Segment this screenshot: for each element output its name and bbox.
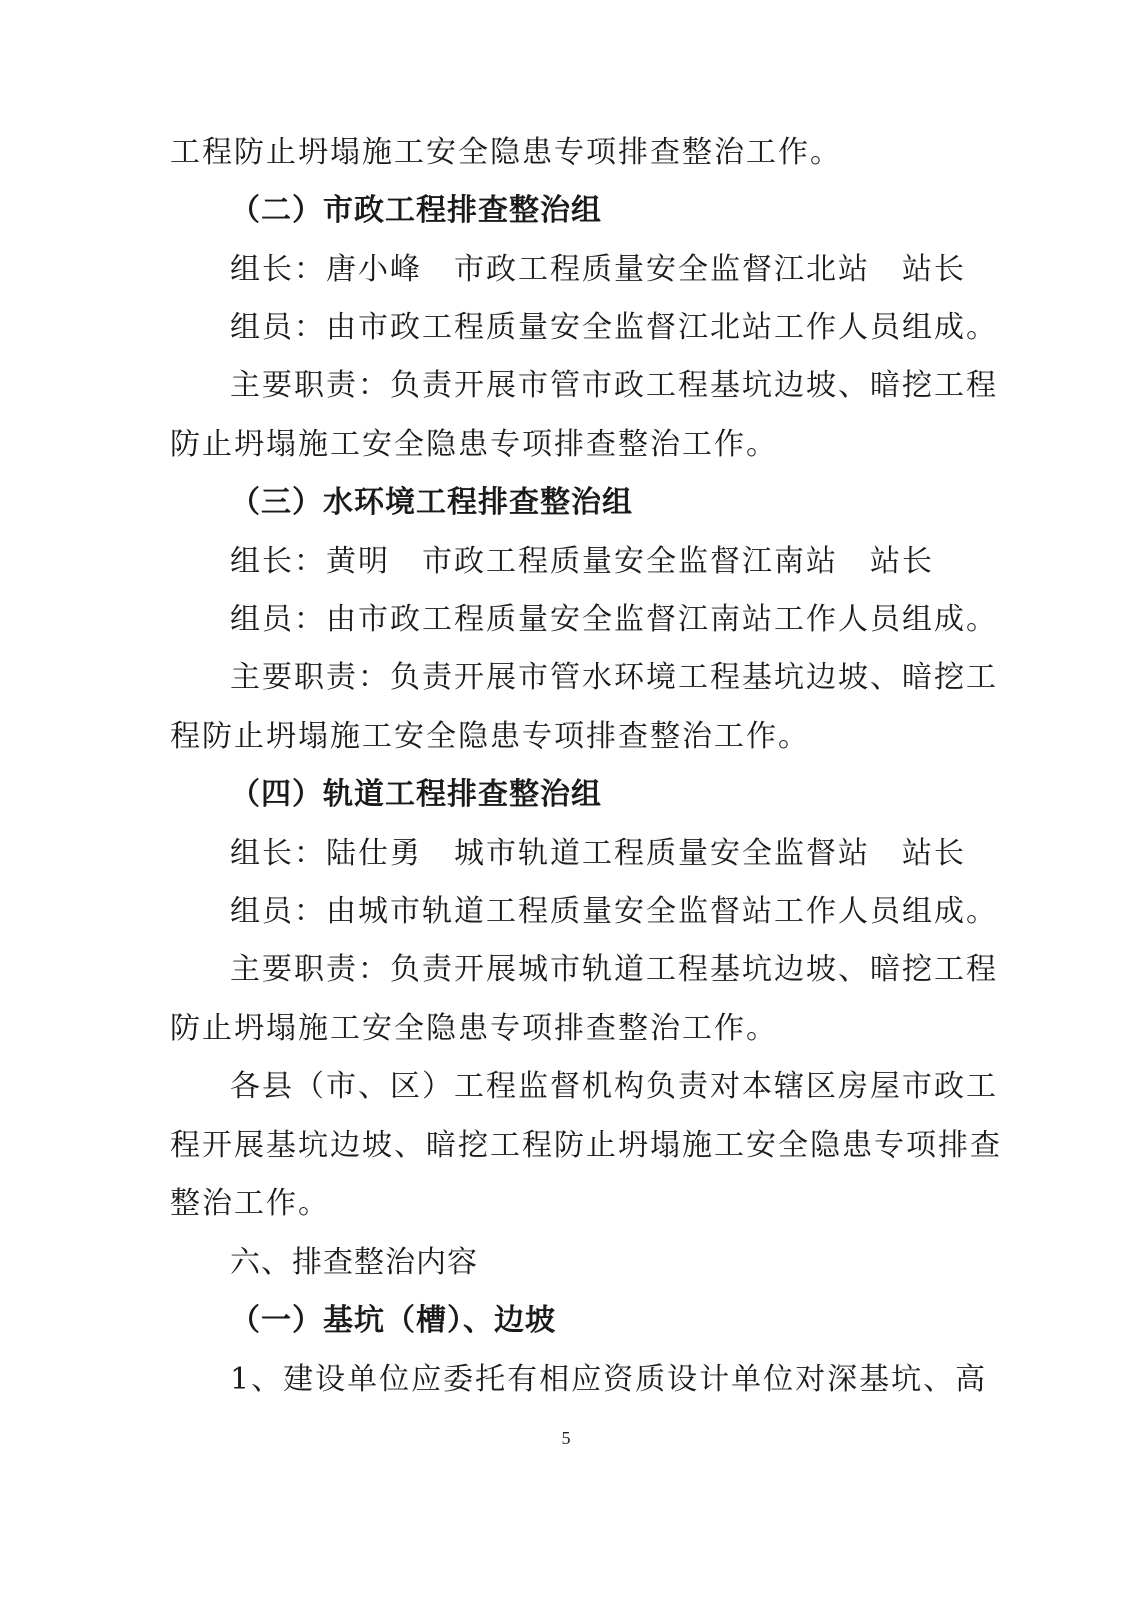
section-heading-water-group: （三）水环境工程排查整治组 <box>230 485 633 520</box>
paragraph-continuation: 工程防止坍塌施工安全隐患专项排查整治工作。 <box>170 135 842 170</box>
rail-group-duties-cont: 防止坍塌施工安全隐患专项排查整治工作。 <box>170 1011 778 1046</box>
section-heading-municipal-group: （二）市政工程排查整治组 <box>230 193 602 228</box>
county-paragraph-line2: 程开展基坑边坡、暗挖工程防止坍塌施工安全隐患专项排查 <box>170 1128 1002 1163</box>
section-heading-rail-group: （四）轨道工程排查整治组 <box>230 777 602 812</box>
section-heading-six: 六、排查整治内容 <box>230 1245 478 1280</box>
water-group-duties: 主要职责：负责开展市管水环境工程基坑边坡、暗挖工 <box>230 660 998 695</box>
municipal-group-duties: 主要职责：负责开展市管市政工程基坑边坡、暗挖工程 <box>230 368 998 403</box>
county-paragraph-line1: 各县（市、区）工程监督机构负责对本辖区房屋市政工 <box>230 1069 998 1104</box>
water-group-duties-cont: 程防止坍塌施工安全隐患专项排查整治工作。 <box>170 719 810 754</box>
rail-group-members: 组员：由城市轨道工程质量安全监督站工作人员组成。 <box>230 894 998 929</box>
section-heading-foundation-pit: （一）基坑（槽）、边坡 <box>230 1303 556 1338</box>
page-number: 5 <box>561 1428 571 1448</box>
water-group-leader: 组长：黄明 市政工程质量安全监督江南站 站长 <box>230 544 934 579</box>
municipal-group-members: 组员：由市政工程质量安全监督江北站工作人员组成。 <box>230 310 998 345</box>
item-1-paragraph: 1、建设单位应委托有相应资质设计单位对深基坑、高 <box>230 1362 988 1397</box>
county-paragraph-line3: 整治工作。 <box>170 1186 330 1221</box>
water-group-members: 组员：由市政工程质量安全监督江南站工作人员组成。 <box>230 602 998 637</box>
municipal-group-leader: 组长：唐小峰 市政工程质量安全监督江北站 站长 <box>230 252 966 287</box>
rail-group-leader: 组长：陆仕勇 城市轨道工程质量安全监督站 站长 <box>230 836 966 871</box>
municipal-group-duties-cont: 防止坍塌施工安全隐患专项排查整治工作。 <box>170 427 778 462</box>
rail-group-duties: 主要职责：负责开展城市轨道工程基坑边坡、暗挖工程 <box>230 952 998 987</box>
